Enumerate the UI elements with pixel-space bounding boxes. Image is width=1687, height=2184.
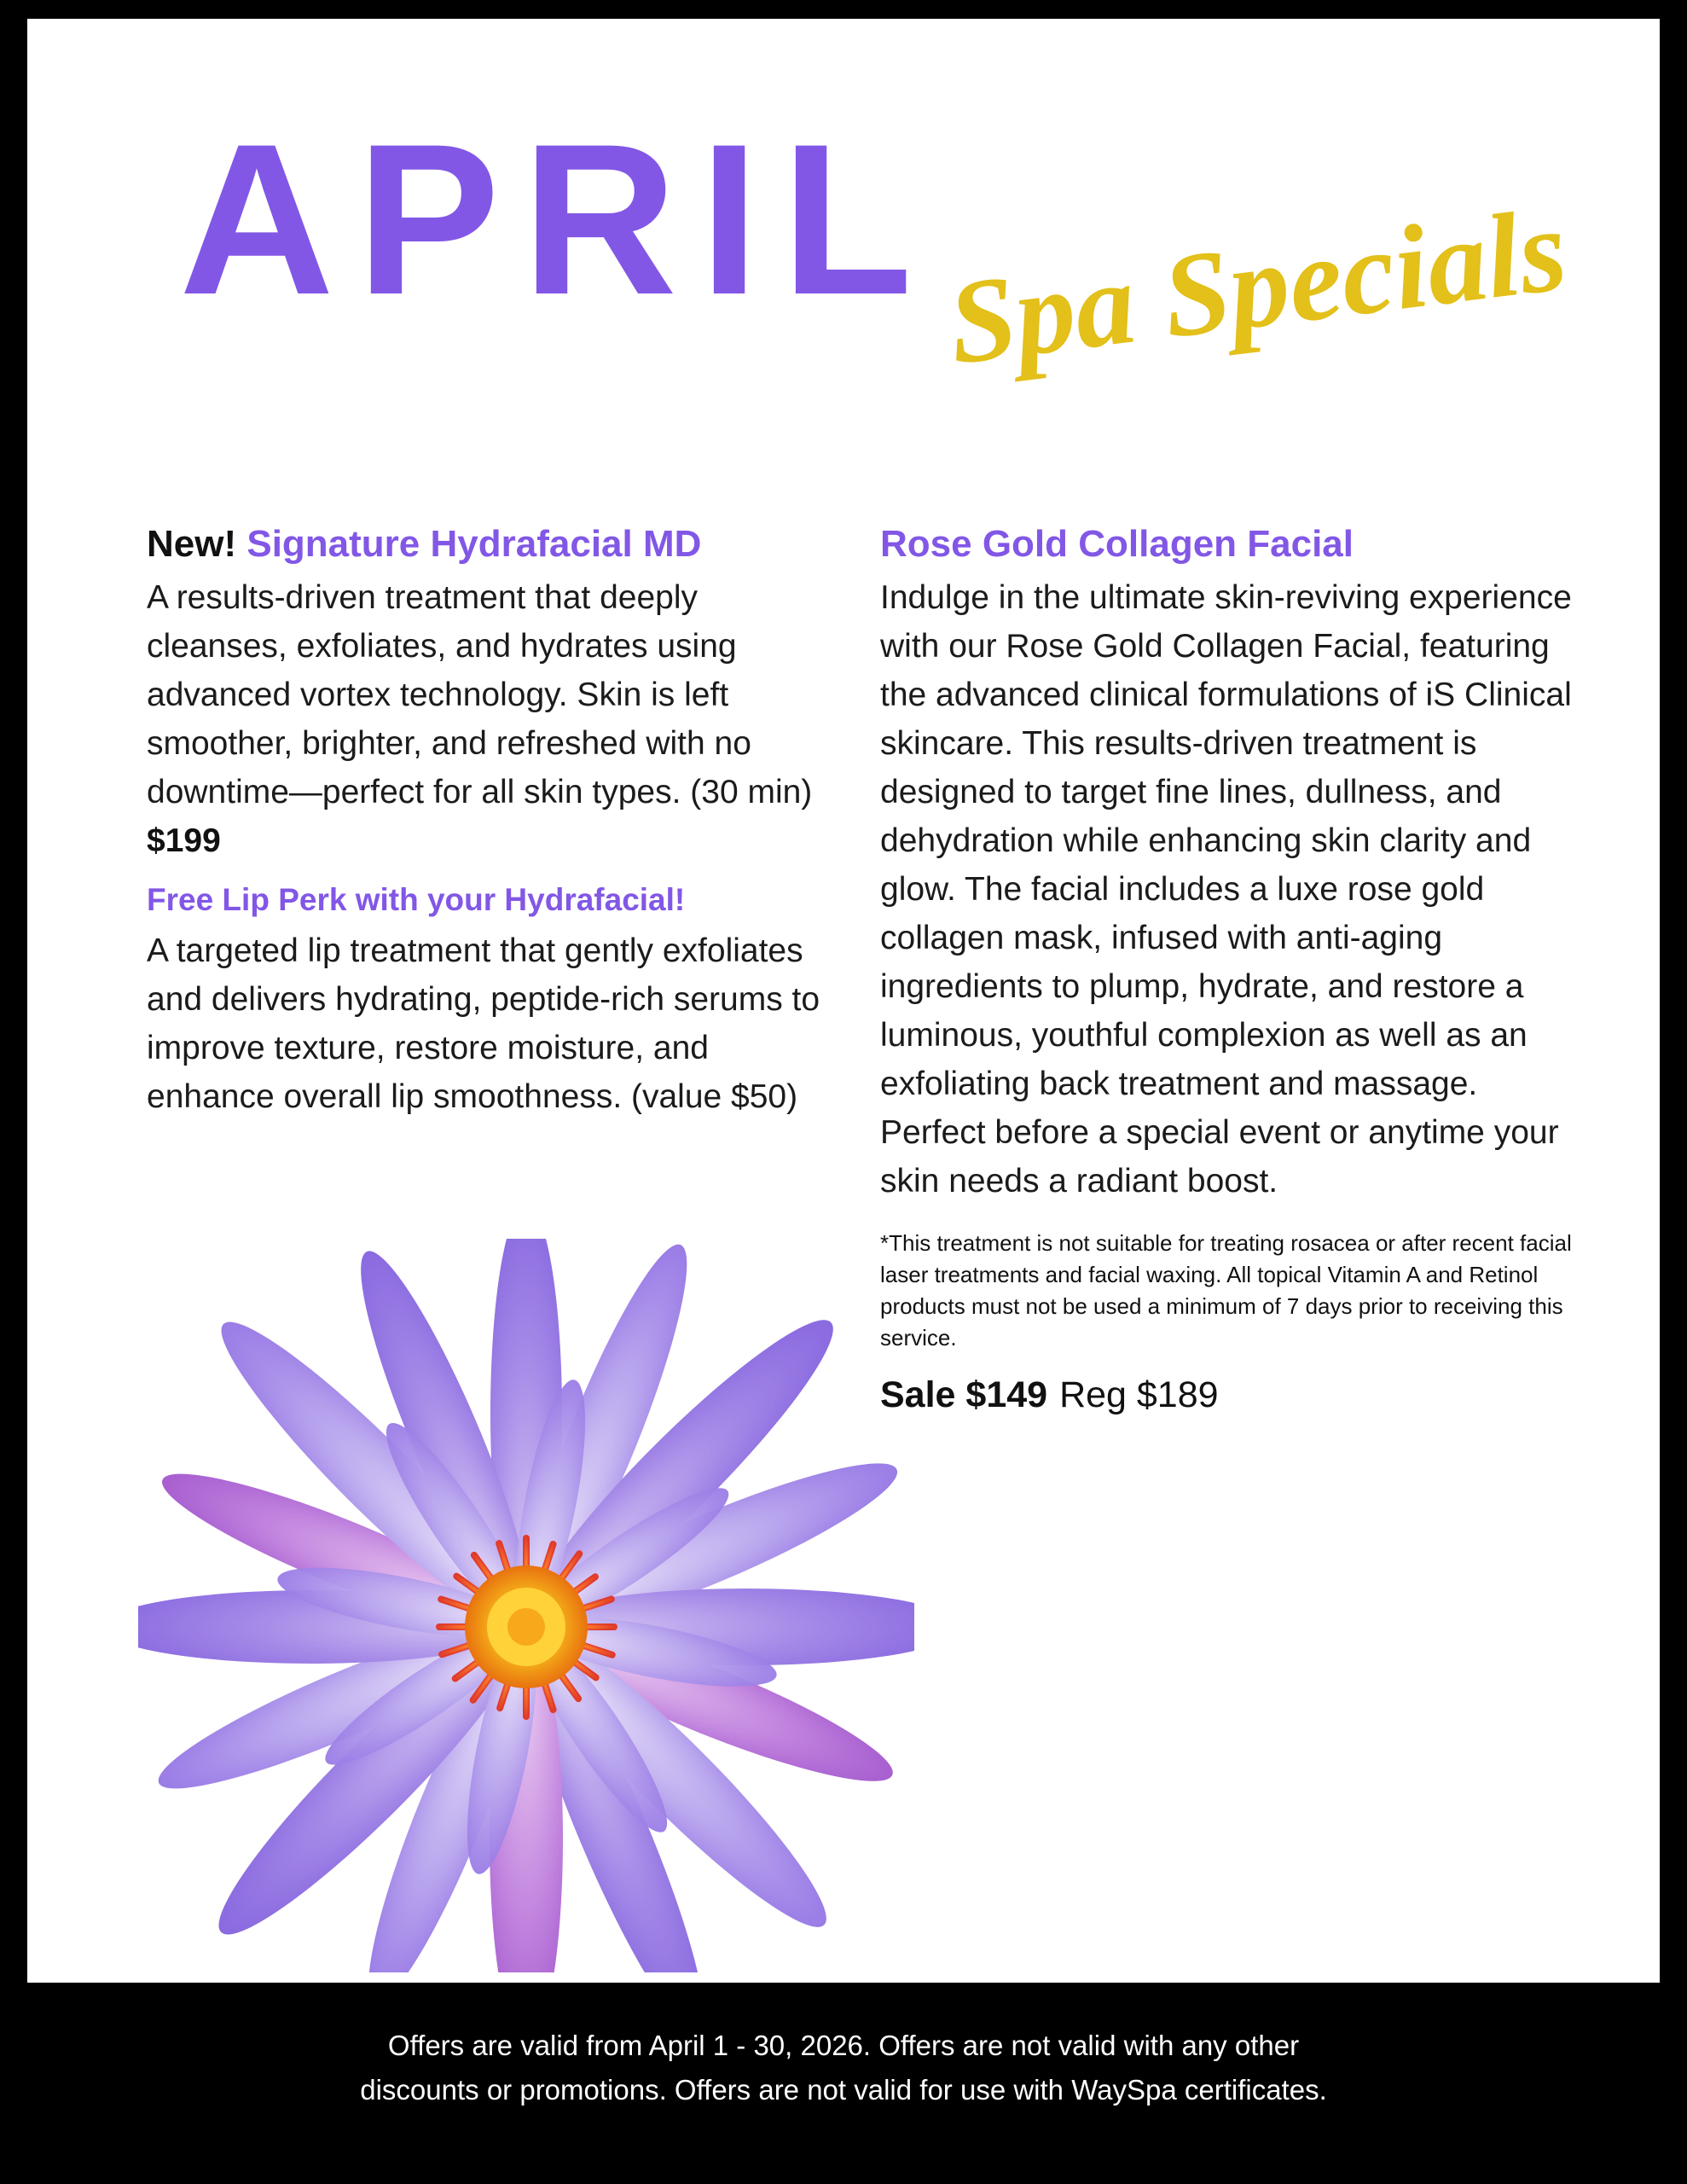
service-title-text: Signature Hydrafacial MD bbox=[246, 523, 702, 565]
footer-terms bbox=[0, 1983, 1687, 2184]
page-title-script: Spa Specials bbox=[941, 183, 1574, 390]
service-disclaimer: *This treatment is not suitable for treating rosacea or after recent facial laser treatments and facial waxing. All topical Vitamin A and Retinol products must not be used a minimum of 7 days prior to receiving this service. bbox=[880, 1230, 1572, 1350]
price-row bbox=[880, 1373, 1580, 1417]
service-badge-new: New! bbox=[147, 523, 237, 565]
sale-price: Sale $149 bbox=[880, 1374, 1048, 1415]
service-description-lip-perk: A targeted lip treatment that gently exfoliates and delivers hydrating, peptide-rich serums to improve texture, restore moisture, and enhance overall lip smoothness. (value $50) bbox=[147, 932, 820, 1115]
left-column bbox=[147, 522, 829, 1143]
poster-header bbox=[27, 19, 1660, 390]
service-duration: (30 min) bbox=[690, 774, 813, 810]
service-title-lip-perk: Free Lip Perk with your Hydrafacial! bbox=[147, 882, 686, 917]
water-lily-illustration bbox=[138, 1239, 914, 1972]
poster-sheet bbox=[27, 19, 1660, 1983]
service-description-text: A results-driven treatment that deeply cleanses, exfoliates, and hydrates using advanced vortex technology. Skin is left smoother, brighter, and refreshed with no downtime—perfect for all skin types. bbox=[147, 579, 751, 810]
flower-image bbox=[138, 1239, 914, 1972]
service-description-rose-gold: Indulge in the ultimate skin-reviving experience with our Rose Gold Collagen Facial, featuring the advanced clinical formulations of iS Clinical skincare. This results-driven treatment is designed to target fine lines, dullness, and dehydration while enhancing skin clarity and glow. The facial includes a luxe rose gold collagen mask, infused with anti-aging ingredients to plump, hydrate, and restore a luminous, youthful complexion as well as an exfoliating back treatment and massage. Perfect before a special event or anytime your skin needs a radiant boost. bbox=[880, 579, 1572, 1199]
regular-price: Reg $189 bbox=[1059, 1374, 1219, 1415]
right-column bbox=[880, 522, 1580, 1417]
service-title-rose-gold: Rose Gold Collagen Facial bbox=[880, 523, 1354, 565]
footer-line-2: discounts or promotions. Offers are not valid for use with WaySpa certificates. bbox=[360, 2074, 1327, 2106]
service-description-hydrafacial bbox=[147, 573, 829, 865]
footer-line-1: Offers are valid from April 1 - 30, 2026. Offers are not valid with any other bbox=[387, 2030, 1300, 2061]
service-title-hydrafacial bbox=[147, 522, 829, 566]
service-price: $199 bbox=[147, 822, 221, 859]
page-title-month: APRIL bbox=[179, 100, 935, 340]
